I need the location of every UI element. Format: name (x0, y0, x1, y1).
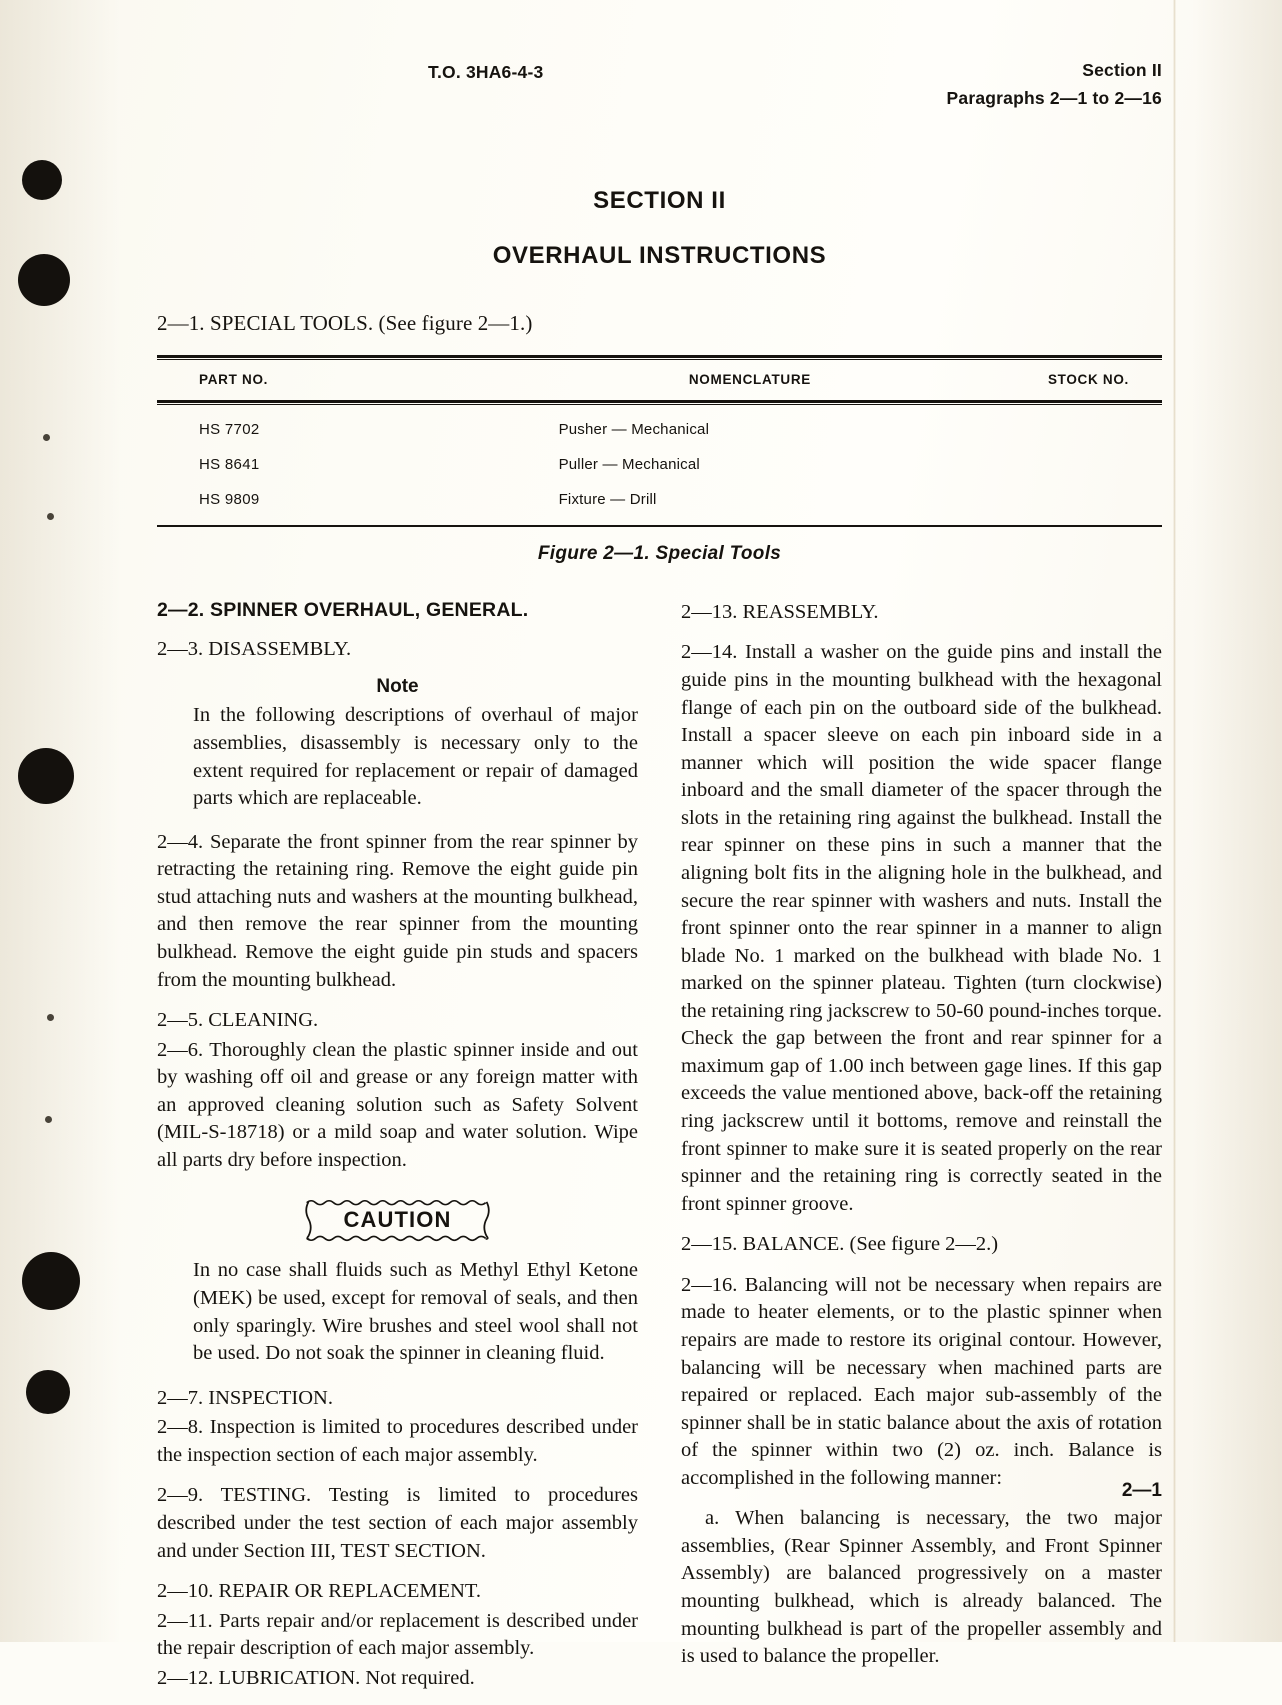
heading-2-5: 2—5. CLEANING. (157, 1007, 638, 1035)
running-head (157, 56, 1162, 113)
section-title: SECTION II (157, 187, 1162, 215)
table-row (157, 447, 1162, 482)
page-number: 2—1 (1122, 1480, 1162, 1502)
heading-2-15: 2—15. BALANCE. (See figure 2—2.) (681, 1231, 1162, 1259)
paragraph-2-8: 2—8. Inspection is limited to procedures described under the inspection section of each major assembly. (157, 1414, 638, 1469)
cell-nomenclature: Puller — Mechanical (549, 447, 1162, 482)
caution-body: In no case shall fluids such as Methyl Ethyl Ketone (MEK) be used, except for removal of seals, and then only sparingly. Wire brushes and steel wool shall not be used. Do not soak the spinner in cleaning fluid. (157, 1257, 638, 1367)
column-header-nomenclature: NOMENCLATURE (559, 360, 941, 400)
page-right-shading (1192, 0, 1282, 1642)
header-paragraph-range: Paragraphs 2—1 to 2—16 (947, 84, 1162, 112)
header-section: Section II (947, 56, 1162, 84)
table-header-row (157, 360, 1162, 400)
paragraph-a: a. When balancing is necessary, the two major assemblies, (Rear Spinner Assembly, and Front Spinner Assembly) are balanced progressively on a master mounting bulkhead, which is already balanced. The mounting bulkhead is part of the propeller assembly and is used to balance the propeller. (681, 1505, 1162, 1670)
paragraph-2-16: 2—16. Balancing will not be necessary when repairs are made to heater elements, or to the plastic spinner when repairs are made to restore its original contour. However, balancing will be necessary when machined parts are repaired or replaced. Each major sub-assembly of the spinner shall be in static balance about the axis of rotation of the spinner within two (2) oz. inch. Balance is accomplished in the following manner: (681, 1272, 1162, 1493)
hole-punch-mark (22, 1252, 80, 1310)
table-bottom-rule (157, 525, 1162, 527)
cell-part-no: HS 7702 (157, 405, 549, 447)
special-tools-heading: 2—1. SPECIAL TOOLS. (See figure 2—1.) (157, 309, 1162, 337)
margin-speck (43, 434, 50, 441)
hole-punch-mark (26, 1370, 70, 1414)
body-columns (157, 599, 1162, 1705)
margin-speck (45, 1116, 52, 1123)
paragraph-2-12: 2—12. LUBRICATION. Not required. (157, 1665, 638, 1693)
caution-label: CAUTION (344, 1207, 452, 1232)
heading-2-7: 2—7. INSPECTION. (157, 1385, 638, 1413)
document-number: T.O. 3HA6-4-3 (157, 56, 543, 83)
margin-speck (47, 513, 54, 520)
special-tools-table (157, 355, 1162, 527)
caution-box (157, 1198, 638, 1243)
paragraph-2-6: 2—6. Thoroughly clean the plastic spinner inside and out by washing off oil and grease or any foreign matter with an approved cleaning solution such as Safety Solvent (MIL-S-18718) or a mild soap and water solution. Wipe all parts dry before inspection. (157, 1037, 638, 1175)
figure-caption: Figure 2—1. Special Tools (157, 543, 1162, 565)
column-header-part-no: PART NO. (157, 360, 559, 400)
heading-2-3: 2—3. DISASSEMBLY. (157, 636, 638, 664)
paragraph-2-9: 2—9. TESTING. Testing is limited to procedures described under the test section of each major assembly and under Section III, TEST SECTION. (157, 1482, 638, 1565)
table-row (157, 405, 1162, 447)
heading-2-10: 2—10. REPAIR OR REPLACEMENT. (157, 1578, 638, 1606)
hole-punch-mark (18, 254, 70, 306)
note-body: In the following descriptions of overhaul of major assemblies, disassembly is necessary only to the extent required for replacement or repair of damaged parts which are replaceable. (157, 702, 638, 812)
cell-nomenclature: Fixture — Drill (549, 482, 1162, 525)
table-row (157, 482, 1162, 525)
subject-title: OVERHAUL INSTRUCTIONS (157, 242, 1162, 270)
cell-part-no: HS 9809 (157, 482, 549, 525)
paragraph-2-4: 2—4. Separate the front spinner from the rear spinner by retracting the retaining ring. Remove the eight guide pin stud attaching nuts and washers at the mounting bulkhead, and then remove the rear spinner from the mounting bulkhead. Remove the eight guide pin studs and spacers from the mounting bulkhead. (157, 829, 638, 994)
left-column (157, 599, 638, 1705)
page-content (157, 56, 1162, 1705)
hole-punch-mark (22, 160, 62, 200)
heading-2-2: 2—2. SPINNER OVERHAUL, GENERAL. (157, 599, 638, 622)
column-header-stock-no: STOCK NO. (941, 360, 1162, 400)
paragraph-2-14: 2—14. Install a washer on the guide pins and install the guide pins in the mounting bulkhead with the hexagonal flange of each pin on the outboard side of the bulkhead. Install a spacer sleeve on each pin inboard side in a manner which will position the wide spacer flange inboard and the small diameter of the spacer through the slots in the retaining ring against the bulkhead. Install the rear spinner on these pins in such a manner that the aligning bolt fits in the aligning hole in the bulkhead, and secure the rear spinner with washers and nuts. Install the front spinner onto the rear spinner in a manner to align blade No. 1 marked on the bulkhead with blade No. 1 marked on the spinner plateau. Tighten (turn clockwise) the retaining ring jackscrew to 50-60 pound-inches torque. Check the gap between the front and rear spinner for a maximum gap of 1.00 inch between gage lines. If this gap exceeds the value mentioned above, back-off the retaining ring jackscrew until it bottoms, remove and reinstall the front spinner to make sure it is seated properly on the rear spinner and the retaining ring is correctly seated in the front spinner groove. (681, 639, 1162, 1218)
hole-punch-mark (18, 748, 74, 804)
right-column (681, 599, 1162, 1705)
margin-speck (47, 1014, 54, 1021)
cell-part-no: HS 8641 (157, 447, 549, 482)
cell-nomenclature: Pusher — Mechanical (549, 405, 1162, 447)
heading-2-13: 2—13. REASSEMBLY. (681, 599, 1162, 627)
note-label: Note (157, 676, 638, 698)
paragraph-2-11: 2—11. Parts repair and/or replacement is described under the repair description of each major assembly. (157, 1608, 638, 1663)
scan-fold-line (1173, 0, 1176, 1642)
